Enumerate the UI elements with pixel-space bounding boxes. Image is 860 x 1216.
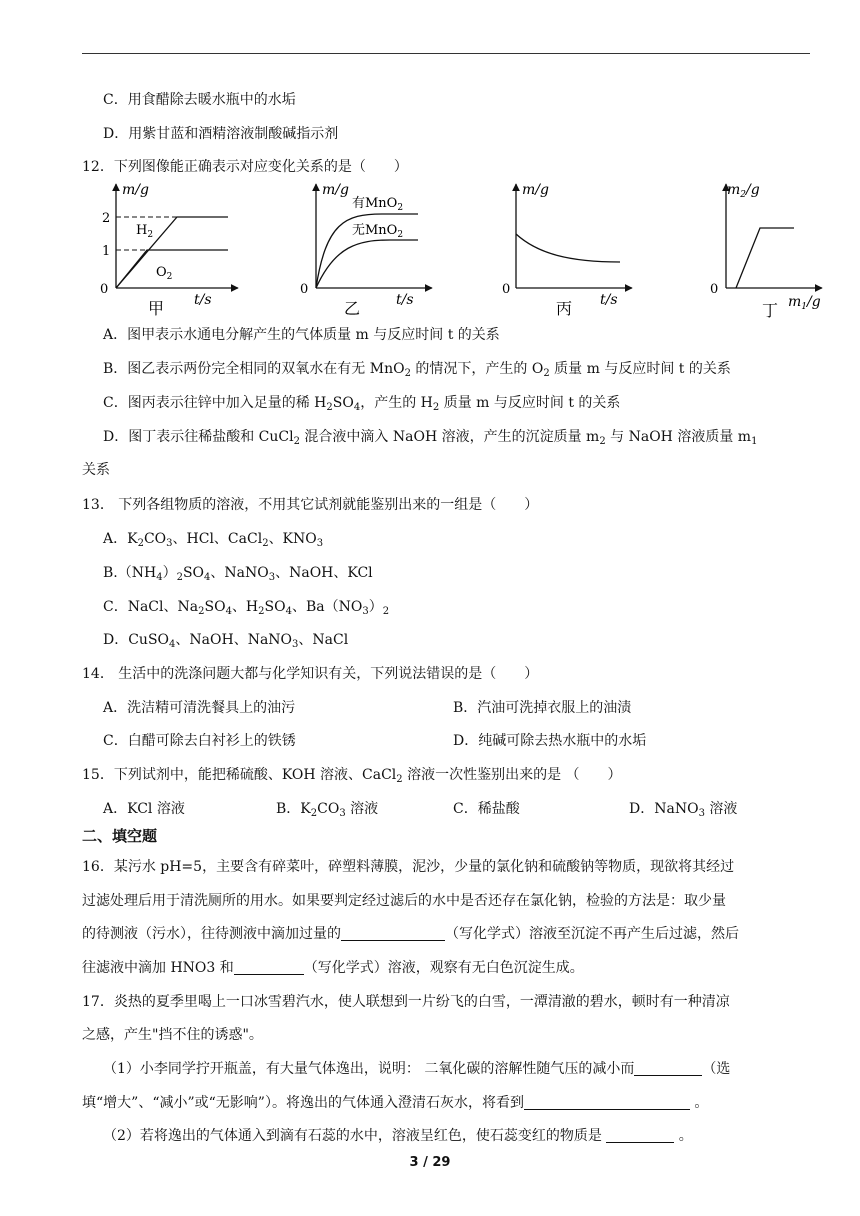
- jia-caption: 甲: [148, 299, 165, 318]
- page-number: 3 / 29: [409, 1155, 451, 1170]
- q12-option-d: D．图丁表示往稀盐酸和 CuCl$_2$ 混合液中滴入 NaOH 溶液，产生的沉淀质量 $m_2$ 与 NaOH 溶液质量 $m_1$: [103, 429, 758, 447]
- q16-line-3: 的待测液（污水），往待测液中滴加过量的 （写化学式）溶液至沉淀不再产生后过滤，然后: [82, 926, 739, 942]
- q16-line-4: 往滤液中滴加 HNO3 和 （写化学式）溶液，观察有无白色沉淀生成。: [82, 960, 584, 976]
- q15-option-c: C．稀盐酸: [453, 801, 520, 817]
- q16-line-1: 16．某污水 pH=5，主要含有碎菜叶，碎塑料薄膜，泥沙，少量的氯化钠和硫酸钠等物质，现欲将其经过: [82, 859, 735, 875]
- bing-ylabel: m/g: [522, 182, 549, 198]
- q16-blank-2[interactable]: [234, 959, 304, 975]
- graph-yi: [300, 182, 432, 318]
- ding-xlabel: $m_1/g$: [788, 294, 821, 312]
- bing-origin: 0: [502, 282, 511, 297]
- q14-stem: 14． 生活中的洗涤问题大都与化学知识有关，下列说法错误的是（ ）: [82, 666, 539, 682]
- q12-graphs: [90, 178, 830, 320]
- q17-line-2: 之感，产生"挡不住的诱惑"。: [82, 1027, 263, 1043]
- jia-xlabel: t/s: [194, 292, 212, 308]
- jia-tick-1: 1: [102, 244, 111, 259]
- graph-jia: [100, 182, 238, 318]
- q17-blank-2[interactable]: [524, 1094, 690, 1110]
- q13-option-b: $B.(NH_4)_2SO_4$、NaNO$_3$、NaOH、KCl: [103, 565, 373, 583]
- q13-option-c: C．NaCl、$Na_2SO_4$、$H_2SO_4$、$Ba(NO_3)_2$: [103, 599, 390, 617]
- q17-line-1: 17．炎热的夏季里喝上一口冰雪碧汽水，使人联想到一片纷飞的白雪，一潭清澈的碧水，顿时有一种清凉: [82, 994, 730, 1010]
- bing-xlabel: t/s: [600, 292, 618, 308]
- jia-label-h2: $H_2$: [136, 223, 154, 240]
- q12-stem: 12．下列图像能正确表示对应变化关系的是（ ）: [82, 159, 408, 175]
- jia-label-o2: $O_2$: [156, 265, 173, 282]
- q12-option-d-cont: 关系: [82, 462, 110, 478]
- q12-option-c: C．图丙表示往锌中加入足量的稀 $H_2SO_4$，产生的 $H_2$ 质量 m 与反应时间 t 的关系: [103, 395, 621, 413]
- q14-option-d: D．纯碱可除去热水瓶中的水垢: [453, 733, 647, 749]
- q17-part-2: （2）若将逸出的气体通入到滴有石蕊的水中，溶液呈红色，使石蕊变红的物质是 。: [103, 1128, 693, 1144]
- yi-label-with: 有MnO$_2$: [352, 196, 404, 213]
- q16-blank-1[interactable]: [341, 925, 445, 941]
- yi-label-without: 无MnO$_2$: [352, 223, 404, 240]
- yi-curve-without-mno2: [316, 240, 418, 288]
- jia-origin: 0: [100, 282, 109, 297]
- q12-option-b: B．图乙表示两份完全相同的双氧水在有无 MnO$_2$ 的情况下，产生的 $O_2$ 质量 m 与反应时间 t 的关系: [103, 361, 731, 379]
- q11-option-c: C．用食醋除去暖水瓶中的水垢: [103, 92, 296, 108]
- section-heading: 二、填空题: [82, 827, 158, 845]
- bing-caption: 丙: [556, 299, 573, 318]
- q11-option-d: D．用紫甘蓝和酒精溶液制酸碱指示剂: [103, 126, 339, 142]
- yi-caption: 乙: [344, 299, 361, 318]
- ding-caption: 丁: [762, 301, 779, 320]
- yi-origin: 0: [300, 282, 309, 297]
- q15-option-d: D．NaNO$_3$ 溶液: [629, 801, 738, 819]
- jia-tick-2: 2: [102, 211, 111, 226]
- q17-blank-1[interactable]: [634, 1060, 702, 1076]
- jia-ylabel: m/g: [122, 182, 149, 198]
- q14-option-b: B．汽油可洗掉衣服上的油渍: [453, 700, 632, 716]
- q13-option-d: D．CuSO$_4$、NaOH、NaNO$_3$、NaCl: [103, 632, 349, 650]
- q17-part-1-cont: 填“增大”、“减小”或“无影响”）。将逸出的气体通入澄清石灰水，将看到 。: [82, 1095, 709, 1111]
- q13-stem: 13． 下列各组物质的溶液，不用其它试剂就能鉴别出来的一组是（ ）: [82, 497, 539, 513]
- header-rule: [82, 53, 810, 54]
- q15-option-a: A．KCl 溶液: [103, 801, 185, 817]
- q15-stem: 15．下列试剂中，能把稀硫酸、KOH 溶液、CaCl$_2$ 溶液一次性鉴别出来的是 （ ）: [82, 767, 622, 785]
- q17-blank-3[interactable]: [606, 1127, 674, 1143]
- ding-ylabel: $m_2/g$: [727, 182, 760, 200]
- yi-ylabel: m/g: [322, 182, 349, 198]
- bing-curve: [516, 234, 620, 262]
- yi-xlabel: t/s: [396, 292, 414, 308]
- ding-line: [736, 228, 794, 288]
- q15-option-b: B．$K_2CO_3$ 溶液: [276, 801, 379, 819]
- q17-part-1: （1）小李同学拧开瓶盖，有大量气体逸出，说明： 二氧化碳的溶解性随气压的减小而 （选: [103, 1061, 731, 1077]
- q13-option-a: A．$K_2CO_3$、HCl、CaCl$_2$、$KNO_3$: [103, 531, 324, 549]
- q14-option-a: A．洗洁精可清洗餐具上的油污: [103, 700, 296, 716]
- q16-line-2: 过滤处理后用于清洗厕所的用水。如果要判定经过滤后的水中是否还存在氯化钠，检验的方法是：取少量: [82, 893, 726, 909]
- graph-ding: [710, 182, 822, 320]
- q14-option-c: C．白醋可除去白衬衫上的铁锈: [103, 733, 296, 749]
- q12-option-a: A．图甲表示水通电分解产生的气体质量 m 与反应时间 t 的关系: [103, 327, 500, 343]
- ding-origin: 0: [710, 282, 719, 297]
- graph-bing: [502, 182, 632, 318]
